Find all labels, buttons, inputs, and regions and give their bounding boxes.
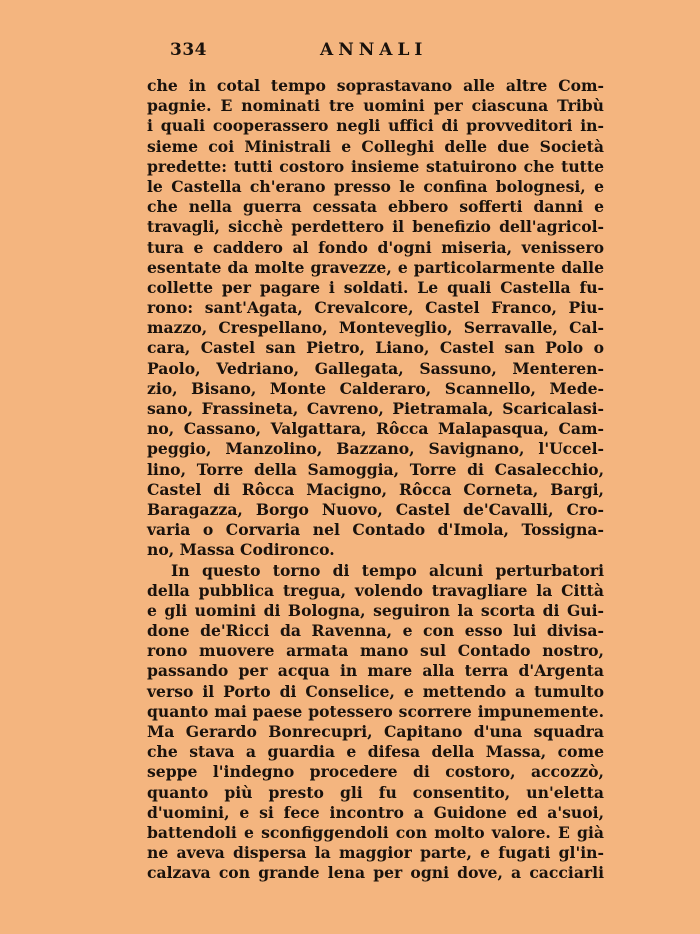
text-line: esentate da molte gravezze, e particolarmente dalle: [147, 257, 604, 277]
text-line: cara, Castel san Pietro, Liano, Castel san Polo o: [147, 338, 604, 358]
text-line: sano, Frassineta, Cavreno, Pietramala, Scaricalasi-: [147, 399, 604, 418]
text-line: passando per acqua in mare alla terra d'Argenta: [147, 661, 604, 681]
text-line: mazzo, Crespellano, Monteveglio, Serravalle, Cal-: [147, 318, 604, 338]
page-number: 334: [170, 40, 207, 60]
page-header: [170, 40, 540, 66]
text-line: sieme coi Ministrali e Colleghi delle due Società: [147, 136, 604, 156]
text-line: rono muovere armata mano sul Contado nostro,: [147, 641, 604, 661]
body-text: [147, 76, 604, 884]
text-line: ne aveva dispersa la maggior parte, e fugati gl'in-: [147, 843, 604, 863]
text-line: zio, Bisano, Monte Calderaro, Scannello, Mede-: [147, 378, 604, 398]
text-line: quanto mai paese potessero scorrere impunemente.: [147, 701, 604, 721]
text-line: verso il Porto di Conselice, e mettendo a tumulto: [147, 681, 604, 701]
text-line: travagli, sicchè perdettero il benefizio dell'agricol-: [147, 217, 604, 237]
text-line: le Castella ch'erano presso le confina bolognesi, e: [147, 176, 604, 196]
text-line: che nella guerra cessata ebbero sofferti danni e: [147, 197, 604, 217]
text-line: varia o Corvaria nel Contado d'Imola, Tossigna-: [147, 520, 604, 540]
text-line: e gli uomini di Bologna, seguiron la scorta di Gui-: [147, 600, 604, 620]
text-line: done de'Ricci da Ravenna, e con esso lui divisa-: [147, 621, 604, 641]
text-line: lino, Torre della Samoggia, Torre di Casalecchio,: [147, 459, 604, 479]
text-line: della pubblica tregua, volendo travagliare la Città: [147, 580, 604, 600]
text-line: d'uomini, e si fece incontro a Guidone ed a'suoi,: [147, 802, 604, 822]
text-line: peggio, Manzolino, Bazzano, Savignano, l'Uccel-: [147, 439, 604, 459]
text-line: no, Cassano, Valgattara, Rôcca Malapasqua, Cam-: [147, 419, 604, 439]
text-line: pagnie. E nominati tre uomini per ciascuna Tribù: [147, 96, 604, 116]
text-line: Paolo, Vedriano, Gallegata, Sassuno, Menteren-: [147, 358, 604, 378]
text-line: rono: sant'Agata, Crevalcore, Castel Franco, Piu-: [147, 298, 604, 318]
text-line: In questo torno di tempo alcuni perturbatori: [171, 560, 604, 580]
text-line: calzava con grande lena per ogni dove, a cacciarli: [147, 863, 604, 883]
text-line: no, Massa Codironco.: [147, 540, 335, 560]
text-line: i quali cooperassero negli uffici di provveditori in-: [147, 116, 604, 136]
text-line: che in cotal tempo soprastavano alle altre Com-: [147, 76, 604, 95]
text-line: predette: tutti costoro insieme statuirono che tutte: [147, 156, 604, 176]
text-line: quanto più presto gli fu consentito, un'eletta: [147, 782, 604, 802]
text-line: tura e caddero al fondo d'ogni miseria, venissero: [147, 237, 604, 257]
text-line: Ma Gerardo Bonrecupri, Capitano d'una squadra: [147, 722, 604, 741]
text-line: Baragazza, Borgo Nuovo, Castel de'Cavalli, Cro-: [147, 499, 604, 519]
text-line: che stava a guardia e difesa della Massa, come: [147, 742, 604, 762]
running-head: ANNALI: [320, 40, 428, 60]
text-line: Castel di Rôcca Macigno, Rôcca Corneta, Bargi,: [147, 479, 604, 499]
text-line: battendoli e sconfiggendoli con molto valore. E già: [147, 822, 604, 842]
text-line: seppe l'indegno procedere di costoro, accozzò,: [147, 762, 604, 782]
text-line: collette per pagare i soldati. Le quali Castella fu-: [147, 277, 604, 297]
